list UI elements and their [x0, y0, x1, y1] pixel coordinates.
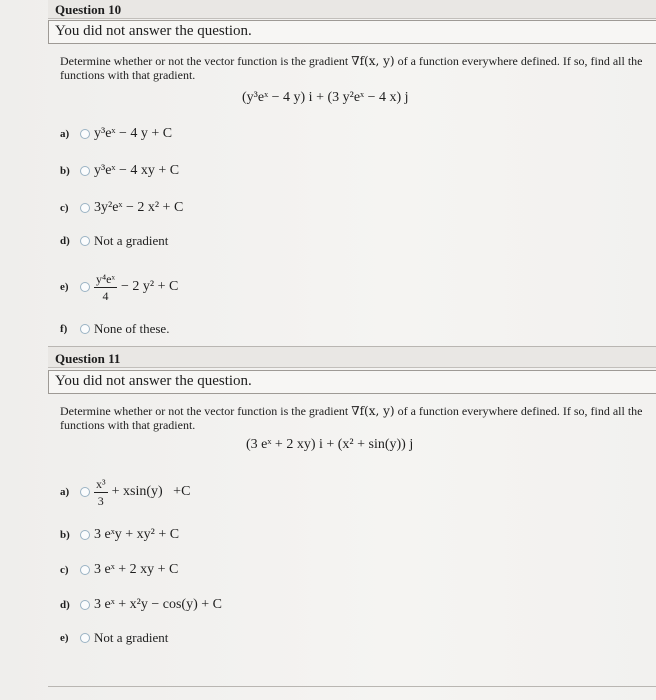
- radio-button[interactable]: [80, 236, 90, 246]
- option-letter: c): [60, 202, 69, 214]
- question-11-notice: [48, 370, 656, 394]
- radio-button[interactable]: [80, 633, 90, 643]
- option-letter: a): [60, 486, 70, 498]
- question-11-vector-field: (3 eˣ + 2 xy) i + (x² + sin(y)) j: [246, 437, 414, 452]
- option-letter: e): [60, 281, 69, 293]
- question-11-option-c[interactable]: [60, 559, 178, 581]
- fraction-denominator: 4: [102, 288, 109, 303]
- question-10-notice-text: You did not answer the question.: [55, 23, 252, 39]
- question-11-gradient: ∇f(x, y): [351, 404, 395, 418]
- radio-button[interactable]: [80, 487, 90, 497]
- fraction-denominator: 3: [97, 493, 104, 508]
- option-expression: 3y²eˣ − 2 x² + C: [94, 200, 184, 215]
- option-expression: Not a gradient: [94, 233, 169, 248]
- option-expression: 3 eˣy + xy² + C: [94, 527, 180, 542]
- question-10-gradient: ∇f(x, y): [351, 54, 395, 68]
- radio-button[interactable]: [80, 203, 90, 213]
- question-10-vector-field: (y³eˣ − 4 y) i + (3 y²eˣ − 4 x) j: [242, 90, 409, 105]
- option-expression: − 2 y² + C: [120, 279, 179, 294]
- question-11-prompt-text: Determine whether or not the vector function is the gradient: [60, 404, 349, 418]
- question-10-option-f[interactable]: [60, 318, 169, 340]
- option-letter: d): [60, 599, 70, 611]
- radio-button[interactable]: [80, 530, 90, 540]
- option-letter: b): [60, 165, 70, 177]
- option-letter: f): [60, 323, 68, 335]
- question-11-notice-text: You did not answer the question.: [55, 373, 252, 389]
- question-11-header: [48, 346, 656, 368]
- question-10-option-a[interactable]: [60, 123, 172, 145]
- question-10-title: Question 10: [55, 2, 122, 17]
- option-expression: y³eˣ − 4 y + C: [94, 126, 173, 141]
- question-11-title: Question 11: [55, 351, 121, 366]
- question-10-prompt-text: Determine whether or not the vector function is the gradient: [60, 54, 349, 68]
- option-expression: Not a gradient: [94, 630, 169, 645]
- option-expression: 3 eˣ + x²y − cos(y) + C: [94, 597, 222, 612]
- question-11-option-d[interactable]: [60, 594, 222, 616]
- bottom-divider: [48, 686, 656, 687]
- option-fraction: [94, 272, 117, 303]
- question-11-prompt: [60, 404, 645, 432]
- option-expression: y³eˣ − 4 xy + C: [94, 163, 180, 178]
- question-10-option-d[interactable]: [60, 230, 168, 252]
- radio-button[interactable]: [80, 600, 90, 610]
- question-10-prompt: [60, 54, 645, 82]
- question-11-option-e[interactable]: [60, 627, 168, 649]
- question-10-option-e[interactable]: [60, 268, 178, 306]
- option-fraction: [94, 477, 108, 508]
- radio-button[interactable]: [80, 565, 90, 575]
- radio-button[interactable]: [80, 282, 90, 292]
- question-10-notice: [48, 20, 656, 44]
- question-10-option-b[interactable]: [60, 160, 179, 182]
- question-11-prompt-rest: of a function everywhere defined. If so, find all the functions with that gradient.: [60, 404, 643, 432]
- question-10-header: [48, 0, 656, 19]
- option-letter: c): [60, 564, 69, 576]
- radio-button[interactable]: [80, 129, 90, 139]
- question-10-option-c[interactable]: [60, 197, 183, 219]
- option-expression: None of these.: [94, 321, 170, 336]
- question-11-option-b[interactable]: [60, 524, 179, 546]
- option-letter: d): [60, 235, 70, 247]
- radio-button[interactable]: [80, 324, 90, 334]
- radio-button[interactable]: [80, 166, 90, 176]
- question-10-prompt-rest: of a function everywhere defined. If so, find all the functions with that gradient.: [60, 54, 643, 82]
- question-11-option-a[interactable]: [60, 472, 190, 512]
- option-letter: a): [60, 128, 70, 140]
- fraction-numerator: x³: [96, 476, 106, 491]
- option-expression: + xsin(y) +C: [111, 484, 191, 499]
- option-letter: b): [60, 529, 70, 541]
- option-expression: 3 eˣ + 2 xy + C: [94, 562, 179, 577]
- option-letter: e): [60, 632, 69, 644]
- fraction-numerator: y⁴eˣ: [96, 271, 115, 286]
